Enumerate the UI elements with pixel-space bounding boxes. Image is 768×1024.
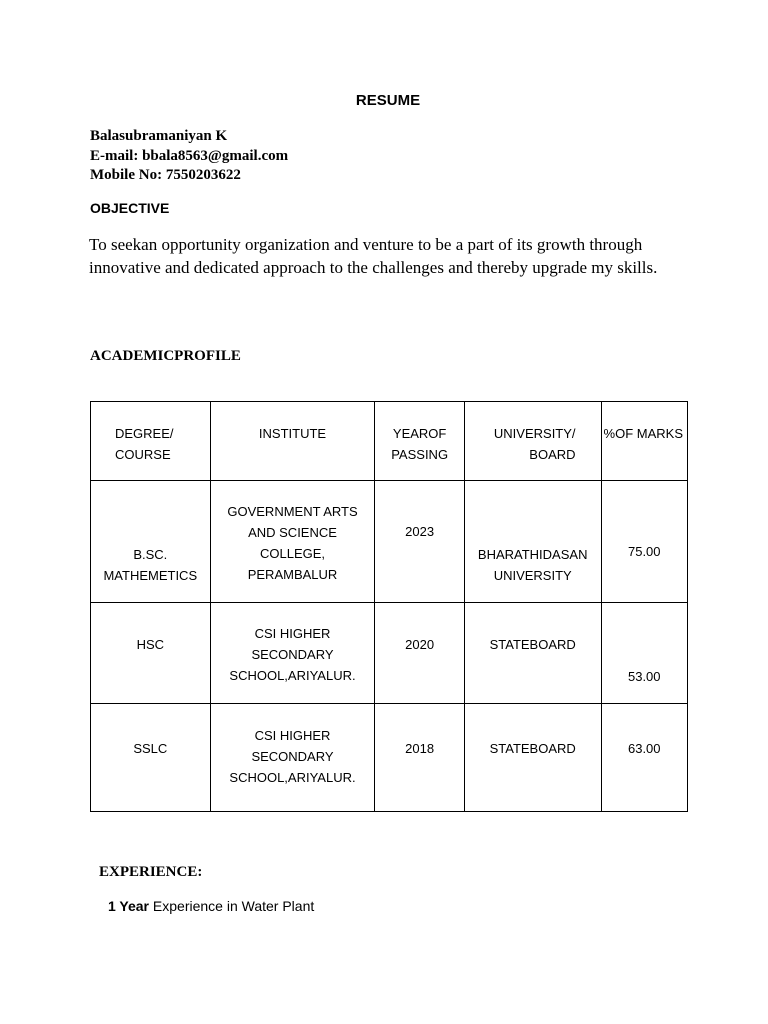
marks-value: 63.00 — [627, 741, 661, 756]
header-degree-line1: DEGREE/ — [115, 426, 174, 441]
institute-cell — [210, 704, 375, 812]
experience-heading: EXPERIENCE: — [99, 864, 203, 880]
marks-cell — [601, 603, 687, 704]
board-cell — [464, 481, 601, 603]
email-line: E-mail: bbala8563@gmail.com — [90, 147, 289, 164]
header-year-line2: PASSING — [391, 447, 449, 462]
institute-cell — [210, 603, 375, 704]
board-line: STATEBOARD — [489, 741, 576, 756]
table-header-row — [91, 402, 688, 481]
institute-cell — [210, 481, 375, 603]
institute-line: SECONDARY — [251, 749, 334, 764]
academic-profile-heading: ACADEMICPROFILE — [90, 348, 241, 364]
board-line: BHARATHIDASAN — [477, 547, 588, 562]
table-row — [91, 704, 688, 812]
header-board-line2: BOARD — [529, 447, 576, 462]
experience-duration: 1 Year — [108, 898, 150, 914]
institute-line: AND SCIENCE — [248, 525, 337, 540]
marks-cell — [601, 704, 687, 812]
objective-heading: OBJECTIVE — [90, 200, 170, 216]
institute-line: CSI HIGHER — [254, 728, 331, 743]
header-degree-line2: COURSE — [115, 447, 171, 462]
degree-cell — [91, 481, 211, 603]
board-line: STATEBOARD — [489, 637, 576, 652]
academic-profile-table — [90, 401, 688, 812]
year-cell — [375, 481, 464, 603]
board-cell — [464, 603, 601, 704]
degree-line: SSLC — [133, 741, 168, 756]
header-cell-marks — [601, 402, 687, 481]
degree-line: MATHEMETICS — [103, 568, 198, 583]
marks-value: 75.00 — [627, 544, 661, 559]
marks-value: 53.00 — [627, 669, 661, 684]
year-value: 2020 — [405, 637, 435, 652]
degree-line: B.SC. — [133, 547, 168, 562]
degree-line: HSC — [136, 637, 165, 652]
table-row — [91, 603, 688, 704]
contact-block — [90, 127, 288, 186]
header-institute: INSTITUTE — [258, 426, 327, 441]
year-value: 2023 — [405, 524, 435, 539]
resume-title: RESUME — [355, 92, 421, 109]
year-cell — [375, 603, 464, 704]
institute-line: CSI HIGHER — [254, 626, 331, 641]
header-cell-institute — [210, 402, 375, 481]
experience-description: Experience in Water Plant — [149, 898, 315, 914]
marks-cell — [601, 481, 687, 603]
year-cell — [375, 704, 464, 812]
year-value: 2018 — [405, 741, 435, 756]
objective-text: To seekan opportunity organization and venture to be a part of its growth through innovative and dedicated approach to the challenges and thereby upgrade my skills. — [89, 235, 658, 277]
institute-line: COLLEGE, — [259, 546, 326, 561]
experience-line — [108, 898, 314, 914]
board-line: UNIVERSITY — [493, 568, 572, 583]
degree-cell — [91, 704, 211, 812]
candidate-name: Balasubramaniyan K — [90, 128, 228, 144]
institute-line: PERAMBALUR — [247, 567, 338, 582]
institute-line: SECONDARY — [251, 647, 334, 662]
header-board-line1: UNIVERSITY/ — [493, 426, 576, 441]
degree-cell — [91, 603, 211, 704]
header-year-line1: YEAROF — [392, 426, 447, 441]
institute-line: GOVERNMENT ARTS — [227, 504, 358, 519]
header-cell-board — [464, 402, 601, 481]
header-cell-year — [375, 402, 464, 481]
header-marks: %OF MARKS — [603, 426, 683, 441]
institute-line: SCHOOL,ARIYALUR. — [229, 770, 356, 785]
board-cell — [464, 704, 601, 812]
institute-line: SCHOOL,ARIYALUR. — [229, 668, 356, 683]
table-row — [91, 481, 688, 603]
header-cell-degree — [91, 402, 211, 481]
mobile-line: Mobile No: 7550203622 — [90, 167, 241, 183]
